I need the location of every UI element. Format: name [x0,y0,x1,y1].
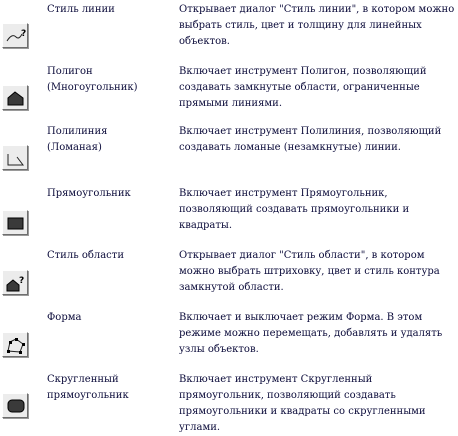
reshape-icon[interactable] [2,332,28,357]
item-description: Включает инструмент Прямоугольник, позволяющий создавать прямоугольники и квадраты. [179,188,410,231]
line-style-icon[interactable] [2,23,28,48]
item-name: Полигон (Многоугольник) [47,66,138,93]
svg-text:?: ? [19,276,25,286]
rounded-rectangle-icon[interactable] [2,393,28,418]
item-description: Включает инструмент Скругленный прямоугольник, позволяющий создавать прямоугольники и квадраты со скругленными углами. [179,374,426,433]
item-name: Стиль области [47,250,124,261]
item-name: Прямоугольник [47,188,131,199]
item-name: Форма [47,312,82,323]
item-description: Включает инструмент Полилиния, позволяющий создавать ломаные (незамкнутые) линии. [179,126,442,153]
item-name: Скругленный прямоугольник [47,374,129,401]
item-description: Включает и выключает режим Форма. В этом режиме можно перемещать, добавлять и удалять узлы объектов. [179,312,443,355]
polygon-icon[interactable] [2,85,28,110]
item-name: Полилиния (Ломаная) [47,126,108,153]
item-name: Стиль линии [47,4,115,15]
polyline-icon[interactable] [2,145,28,170]
item-description: Открывает диалог "Стиль линии", в котором можно выбрать стиль, цвет и толщину для линейных объектов. [179,4,455,47]
rectangle-icon[interactable] [2,210,28,235]
svg-text:?: ? [21,29,27,39]
item-description: Включает инструмент Полигон, позволяющий создавать замкнутые области, ограниченные прямыми линиями. [179,66,427,109]
region-style-icon[interactable] [2,270,28,295]
item-description: Открывает диалог "Стиль области", в котором можно выбрать штриховку, цвет и стиль контура замкнутой области. [179,250,440,293]
